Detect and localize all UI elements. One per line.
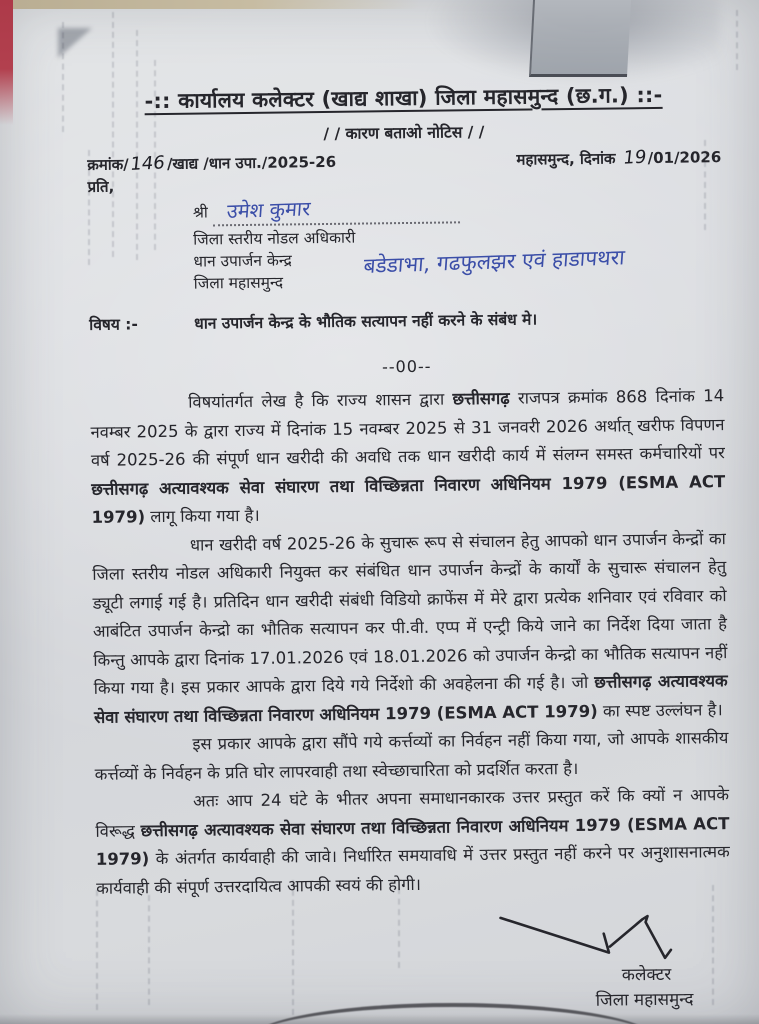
bold-run: छत्तीसगढ़ अत्यावश्यक सेवा संघारण तथा विच्छिन्नता निवारण अधिनियम 1979 (ESMA ACT 1979) [91,471,726,527]
bold-run: छत्तीसगढ़ अत्यावश्यक सेवा संघारण तथा विच्छिन्नता निवारण अधिनियम 1979 (ESMA ACT 1979) [93,671,728,727]
text-run: के अंतर्गत कार्यवाही की जावे। निर्धारित समयावधि में उत्तर प्रस्तुत नहीं करने पर अनुशासनात्मक कार्यवाही की संपूर्ण उत्तरदायित्व आपकी स्वयं की होगी। [96,842,730,898]
to-label: प्रति, [87,177,115,196]
text-run: लागू किया गया है। [144,505,260,527]
signatory-district: जिला महासमुन्द [595,989,694,1011]
bold-run: छत्तीसगढ़ [452,388,510,409]
date-day-handwritten: 19 [621,146,647,169]
text-run: विषयांतर्गत लेख है कि राज्य शासन द्वारा [188,389,453,412]
office-letterhead-title: -:: कार्यालय कलेक्टर (खाद्य शाखा) जिला महासमुन्द (छ.ग.) ::- [144,82,663,114]
body-paragraph [90,382,726,532]
name-underline [213,196,460,226]
recipient-district: जिला महासमुन्द [193,273,284,293]
subject-text: धान उपार्जन केन्द्र के भौतिक सत्यापन नहीं करने के संबंध मे। [194,310,538,333]
divider-mark: --00-- [381,356,432,377]
body-paragraph [95,781,730,903]
ref-prefix: क्रमांक/ [87,155,129,174]
date-rest: /01/2026 [647,148,722,168]
centers-handwritten: बडेडाभा, गढफुलझर एवं हाडापथरा [362,245,626,278]
text-run: का स्पष्ट उल्लंघन है। [597,699,723,721]
recipient-name-handwritten: उमेश कुमार [225,196,312,224]
salutation: श्री [192,203,208,222]
body-paragraph [92,525,728,732]
signature-scribble [496,906,687,970]
subject-label: विषय :- [89,315,138,334]
place-date-label: महासमुन्द, दिनांक [516,149,621,169]
recipient-designation: जिला स्तरीय नोडल अधिकारी [193,228,356,249]
bleedthrough-line [62,22,64,132]
ref-number-handwritten: 146 [129,152,167,175]
ref-suffix: /खाद्य /धान उपा./2025-26 [166,152,337,173]
reference-number-line [87,151,336,175]
letter-body [90,382,730,903]
recipient-name-line [193,193,722,226]
tape-mark [529,0,631,77]
text-run: राजपत्र क्रमांक 868 दिनांक 14 नवम्बर 2025 के द्वारा राज्य में दिनांक 15 नवम्बर 2025 से 31 जनवरी 2026 अर्थात् खरीफ विपणन वर्ष 2025-26 की संपूर्ण धान खरीदी की अवधि तक धान खरीदी कार्य में संलग्न समस्त कर्मचारियों पर [90,386,725,470]
scan-top-edge-strip [0,0,420,9]
text-run: इस प्रकार आपके द्वारा सौंपे गये कर्त्तव्यों का निर्वहन नहीं किया गया, जो आपके शासकीय कर्त्तव्यों के निर्वहन के प्रति घोर लापरवाही तथा स्वेच्छाचारिता को प्रदर्शित करता है। [94,728,729,784]
letter-content [86,80,731,1017]
signature-block [96,905,731,1017]
place-date-line [516,146,721,170]
notice-type-line: / / कारण बताओ नोटिस / / [323,123,485,144]
signatory-title: कलेक्टर [621,964,672,986]
scan-red-binding-edge [0,0,13,125]
body-paragraph [94,724,729,789]
bold-run: छत्तीसगढ़ अत्यावश्यक सेवा संघारण तथा विच्छिन्नता निवारण अधिनियम 1979 (ESMA ACT 1979) [95,813,730,869]
bleedthrough-line [736,10,738,70]
center-label: धान उपार्जन केन्द्र [193,251,292,271]
subject-row [89,305,723,335]
text-run: अतः आप 24 घंटे के भीतर अपना समाधानकारक उत्तर प्रस्तुत करें कि क्यों न आपके विरूद्ध [95,785,730,841]
recipient-block [193,193,723,294]
text-run: धान खरीदी वर्ष 2025-26 के सुचारू रूप से संचालन हेतु आपको धान उपार्जन केन्द्रों का जिला स्तरीय नोडल अधिकारी नियुक्त कर संबंधित धान उपार्जन केन्द्रों के कार्यों के सुचारू संचालन हेतु ड्यूटी लगाई गई है। प्रतिदिन धान खरीदी संबंधी विडियो क्राफेंस में मेरे द्वारा प्रत्येक शनिवार एवं रविवार को आबंटित उपार्जन केन्द्रो का भौतिक सत्यापन कर पी.वी. एप्प में एन्ट्री किये जाने का निर्देश दिया जाता है किन्तु आपके द्वारा दिनांक 17.01.2026 एवं 18.01.2026 को उपार्जन केन्द्रो का भौतिक सत्यापन नहीं किया गया है। इस प्रकार आपके द्वारा दिये गये निर्देशो की अवहेलना की गई है। जो [92,528,728,698]
